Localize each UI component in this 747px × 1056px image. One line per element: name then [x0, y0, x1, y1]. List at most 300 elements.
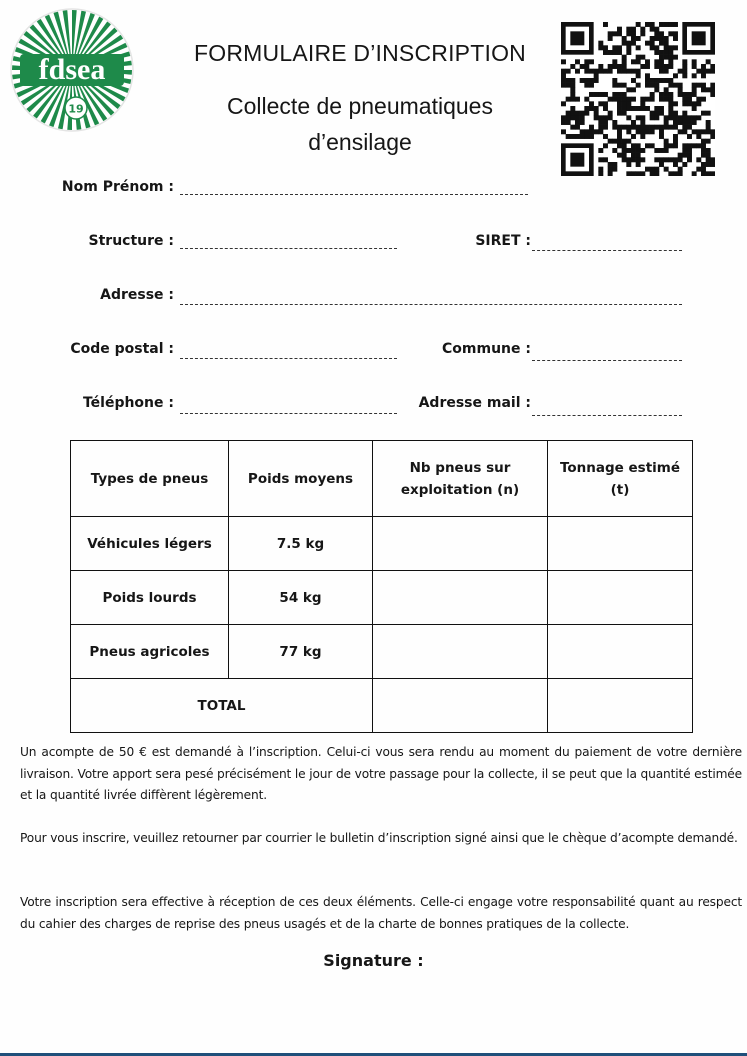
qr-module	[631, 143, 636, 148]
qr-module	[654, 167, 659, 172]
qr-module	[673, 36, 678, 41]
qr-module	[645, 41, 650, 46]
postal-code-field[interactable]	[180, 358, 397, 359]
qr-module	[664, 139, 669, 144]
qr-module	[575, 134, 580, 139]
qr-module	[570, 83, 575, 88]
qr-module	[650, 22, 655, 27]
tonnage-input-cell[interactable]	[548, 517, 693, 571]
qr-module	[636, 73, 641, 78]
structure-label: Structure :	[88, 233, 174, 249]
qr-module	[622, 41, 627, 46]
qr-module	[687, 92, 692, 97]
qr-module	[668, 101, 673, 106]
qr-module	[589, 134, 594, 139]
qr-module	[561, 59, 566, 64]
structure-field[interactable]	[180, 248, 397, 249]
qr-module	[608, 31, 613, 36]
qr-module	[608, 69, 613, 74]
tonnage-input-cell[interactable]	[548, 625, 693, 679]
qr-module	[626, 87, 631, 92]
qr-module	[584, 129, 589, 134]
qr-module	[678, 120, 683, 125]
qr-module	[594, 106, 599, 111]
qr-module	[626, 45, 631, 50]
qr-module	[608, 50, 613, 55]
postal-code-label: Code postal :	[70, 341, 174, 357]
qr-module	[692, 129, 697, 134]
qr-module	[640, 129, 645, 134]
qr-module	[631, 31, 636, 36]
table-row	[71, 517, 693, 571]
qr-module	[640, 64, 645, 69]
qr-module	[659, 125, 664, 130]
signature-label: Signature :	[323, 951, 424, 970]
qr-module	[598, 171, 603, 176]
qr-module	[664, 64, 669, 69]
total-tonnage-cell[interactable]	[548, 679, 693, 733]
qr-module	[580, 134, 585, 139]
qr-module	[650, 41, 655, 46]
qr-module	[603, 115, 608, 120]
qr-module	[701, 171, 706, 176]
qr-module	[654, 106, 659, 111]
qr-module	[687, 97, 692, 102]
qr-module	[668, 92, 673, 97]
qr-module	[673, 31, 678, 36]
qr-module	[701, 97, 706, 102]
qr-module	[622, 139, 627, 144]
qr-module	[687, 120, 692, 125]
email-label: Adresse mail :	[418, 395, 531, 411]
qr-module	[682, 120, 687, 125]
qr-module	[598, 69, 603, 74]
qr-module	[650, 78, 655, 83]
qr-module	[673, 171, 678, 176]
qr-module	[696, 134, 701, 139]
qr-module	[617, 139, 622, 144]
count-input-cell[interactable]	[373, 517, 548, 571]
tire-type-cell: Pneus agricoles	[71, 625, 229, 679]
qr-module	[668, 111, 673, 116]
qr-module	[566, 134, 571, 139]
qr-module	[673, 139, 678, 144]
qr-module	[701, 162, 706, 167]
qr-module	[706, 162, 711, 167]
qr-module	[659, 162, 664, 167]
qr-module	[673, 22, 678, 27]
qr-module	[575, 97, 580, 102]
qr-module	[598, 148, 603, 153]
qr-module	[631, 87, 636, 92]
qr-module	[696, 115, 701, 120]
qr-module	[640, 120, 645, 125]
logo-number: 19	[68, 102, 84, 116]
qr-module	[654, 87, 659, 92]
qr-module	[650, 115, 655, 120]
qr-module	[696, 143, 701, 148]
qr-module	[570, 125, 575, 130]
qr-module	[603, 69, 608, 74]
name-field[interactable]	[180, 194, 528, 195]
qr-module	[622, 97, 627, 102]
qr-module	[612, 120, 617, 125]
qr-module	[706, 69, 711, 74]
qr-module	[631, 125, 636, 130]
qr-module	[706, 111, 711, 116]
qr-module	[584, 106, 589, 111]
qr-module	[654, 31, 659, 36]
qr-module	[701, 148, 706, 153]
qr-module	[640, 97, 645, 102]
qr-module	[608, 167, 613, 172]
qr-module	[584, 97, 589, 102]
qr-module	[706, 59, 711, 64]
qr-module	[673, 157, 678, 162]
qr-module	[622, 148, 627, 153]
qr-module	[696, 157, 701, 162]
qr-module	[580, 64, 585, 69]
qr-module	[584, 111, 589, 116]
qr-module	[608, 171, 613, 176]
qr-module	[612, 167, 617, 172]
qr-module	[617, 153, 622, 158]
qr-module	[678, 129, 683, 134]
qr-module	[617, 69, 622, 74]
total-label: TOTAL	[71, 679, 373, 733]
qr-module	[617, 27, 622, 32]
qr-module	[682, 143, 687, 148]
weight-cell: 54 kg	[229, 571, 373, 625]
qr-module	[645, 97, 650, 102]
qr-module	[696, 83, 701, 88]
qr-module	[598, 129, 603, 134]
qr-module	[622, 125, 627, 130]
qr-module	[682, 148, 687, 153]
qr-module	[617, 134, 622, 139]
qr-module	[701, 143, 706, 148]
qr-module	[626, 31, 631, 36]
qr-module	[682, 111, 687, 116]
qr-module	[687, 157, 692, 162]
qr-module	[710, 64, 715, 69]
qr-module	[696, 101, 701, 106]
qr-module	[631, 171, 636, 176]
qr-module	[696, 167, 701, 172]
qr-module	[687, 143, 692, 148]
qr-module	[706, 139, 711, 144]
qr-module	[626, 139, 631, 144]
qr-module	[575, 59, 580, 64]
qr-module	[612, 78, 617, 83]
qr-module	[626, 69, 631, 74]
qr-module	[650, 36, 655, 41]
qr-module	[575, 115, 580, 120]
qr-module	[682, 92, 687, 97]
qr-module	[687, 153, 692, 158]
qr-module	[659, 134, 664, 139]
qr-module	[687, 148, 692, 153]
qr-module	[701, 73, 706, 78]
qr-module	[654, 171, 659, 176]
qr-module	[673, 111, 678, 116]
qr-module	[696, 69, 701, 74]
qr-module	[650, 111, 655, 116]
qr-module	[659, 106, 664, 111]
qr-module	[654, 64, 659, 69]
qr-module	[682, 64, 687, 69]
qr-module	[570, 97, 575, 102]
qr-module	[645, 129, 650, 134]
qr-module	[706, 153, 711, 158]
qr-module	[673, 115, 678, 120]
email-field[interactable]	[532, 415, 682, 416]
qr-module	[678, 153, 683, 158]
qr-module	[664, 87, 669, 92]
qr-module	[561, 69, 566, 74]
qr-module	[566, 69, 571, 74]
qr-module	[580, 115, 585, 120]
qr-module	[706, 87, 711, 92]
qr-module	[636, 143, 641, 148]
qr-module	[701, 153, 706, 158]
qr-module	[701, 69, 706, 74]
qr-module	[650, 167, 655, 172]
qr-module	[636, 157, 641, 162]
qr-module	[678, 115, 683, 120]
qr-module	[622, 157, 627, 162]
qr-module	[612, 125, 617, 130]
qr-module	[692, 92, 697, 97]
qr-module	[701, 87, 706, 92]
qr-module	[650, 171, 655, 176]
qr-module	[701, 167, 706, 172]
qr-module	[626, 97, 631, 102]
qr-module	[668, 50, 673, 55]
qr-module	[682, 125, 687, 130]
qr-module	[561, 101, 566, 106]
qr-module	[570, 111, 575, 116]
commune-field[interactable]	[532, 360, 682, 361]
qr-module	[622, 143, 627, 148]
name-label: Nom Prénom :	[61, 179, 174, 195]
qr-module	[622, 83, 627, 88]
qr-module	[654, 27, 659, 32]
qr-module	[570, 134, 575, 139]
qr-module	[631, 59, 636, 64]
qr-module	[696, 129, 701, 134]
qr-module	[636, 153, 641, 158]
qr-module	[640, 157, 645, 162]
qr-module	[612, 31, 617, 36]
qr-module	[668, 106, 673, 111]
phone-field[interactable]	[180, 413, 397, 414]
qr-module	[612, 83, 617, 88]
qr-module	[640, 27, 645, 32]
qr-module	[636, 45, 641, 50]
qr-module	[584, 83, 589, 88]
qr-module	[664, 78, 669, 83]
tire-type-cell: Poids lourds	[71, 571, 229, 625]
qr-module	[626, 41, 631, 46]
siret-label: SIRET :	[475, 233, 531, 249]
qr-module	[612, 64, 617, 69]
qr-module	[603, 120, 608, 125]
qr-module	[570, 153, 584, 167]
qr-module	[636, 162, 641, 167]
qr-module	[692, 73, 697, 78]
qr-module	[678, 69, 683, 74]
qr-module	[640, 125, 645, 130]
qr-module	[570, 64, 575, 69]
qr-module	[603, 45, 608, 50]
qr-module	[650, 45, 655, 50]
qr-module	[608, 162, 613, 167]
qr-module	[622, 55, 627, 60]
logo-text: fdsea	[38, 53, 106, 86]
qr-module	[664, 115, 669, 120]
qr-module	[566, 120, 571, 125]
qr-module	[570, 87, 575, 92]
qr-module	[654, 50, 659, 55]
qr-module	[682, 69, 687, 74]
qr-module	[664, 92, 669, 97]
qr-module	[594, 129, 599, 134]
qr-module	[673, 162, 678, 167]
qr-module	[659, 111, 664, 116]
weight-cell: 77 kg	[229, 625, 373, 679]
qr-module	[673, 143, 678, 148]
qr-module	[645, 78, 650, 83]
qr-module	[566, 83, 571, 88]
qr-module	[692, 101, 697, 106]
siret-field[interactable]	[532, 250, 682, 251]
qr-module	[636, 36, 641, 41]
qr-module	[645, 83, 650, 88]
qr-module	[710, 157, 715, 162]
qr-module	[612, 148, 617, 153]
qr-module	[668, 115, 673, 120]
qr-module	[640, 148, 645, 153]
qr-module	[659, 78, 664, 83]
tonnage-input-cell[interactable]	[548, 571, 693, 625]
qr-module	[626, 106, 631, 111]
qr-module	[603, 125, 608, 130]
qr-module	[566, 111, 571, 116]
qr-module	[594, 92, 599, 97]
count-input-cell[interactable]	[373, 571, 548, 625]
qr-module	[659, 31, 664, 36]
qr-module	[710, 171, 715, 176]
qr-module	[692, 120, 697, 125]
qr-module	[706, 148, 711, 153]
qr-module	[668, 83, 673, 88]
total-count-cell[interactable]	[373, 679, 548, 733]
qr-module	[673, 83, 678, 88]
qr-module	[570, 115, 575, 120]
qr-module	[692, 143, 697, 148]
qr-module	[612, 162, 617, 167]
qr-module	[575, 125, 580, 130]
qr-module	[566, 115, 571, 120]
qr-module	[664, 22, 669, 27]
qr-module	[631, 157, 636, 162]
qr-module	[654, 45, 659, 50]
qr-module	[608, 115, 613, 120]
qr-module	[710, 69, 715, 74]
qr-module	[617, 101, 622, 106]
qr-module	[668, 157, 673, 162]
qr-module	[687, 115, 692, 120]
qr-module	[654, 59, 659, 64]
qr-module	[650, 125, 655, 130]
qr-module	[594, 111, 599, 116]
qr-module	[678, 167, 683, 172]
count-input-cell[interactable]	[373, 625, 548, 679]
qr-module	[626, 115, 631, 120]
qr-module	[682, 101, 687, 106]
registration-paragraph: Pour vous inscrire, veuillez retourner par courrier le bulletin d’inscription signé ainsi que le chèque d’acompte demandé.	[20, 831, 738, 845]
qr-module	[654, 148, 659, 153]
qr-module	[650, 143, 655, 148]
fdsea-logo	[10, 8, 134, 132]
tire-type-cell: Véhicules légers	[71, 517, 229, 571]
qr-module	[631, 36, 636, 41]
qr-module	[580, 120, 585, 125]
qr-module	[622, 64, 627, 69]
qr-module	[631, 120, 636, 125]
qr-module	[636, 171, 641, 176]
qr-module	[654, 36, 659, 41]
qr-module	[687, 125, 692, 130]
qr-module	[636, 148, 641, 153]
qr-module	[673, 134, 678, 139]
qr-module	[668, 64, 673, 69]
qr-module	[710, 92, 715, 97]
qr-module	[612, 59, 617, 64]
qr-module	[617, 111, 622, 116]
qr-module	[617, 125, 622, 130]
weight-cell: 7.5 kg	[229, 517, 373, 571]
qr-module	[668, 45, 673, 50]
form-title: FORMULAIRE D’INSCRIPTION	[194, 40, 526, 66]
qr-module	[673, 125, 678, 130]
commune-label: Commune :	[442, 341, 531, 357]
qr-module	[668, 97, 673, 102]
qr-module	[617, 129, 622, 134]
qr-module	[598, 45, 603, 50]
qr-module	[673, 73, 678, 78]
qr-module	[645, 73, 650, 78]
qr-module	[603, 157, 608, 162]
qr-module	[631, 134, 636, 139]
qr-module	[664, 36, 669, 41]
qr-module	[636, 129, 641, 134]
qr-module	[626, 27, 631, 32]
qr-module	[598, 92, 603, 97]
qr-module	[687, 101, 692, 106]
qr-module	[580, 129, 585, 134]
qr-module	[650, 27, 655, 32]
address-field[interactable]	[180, 304, 682, 305]
qr-module	[594, 69, 599, 74]
qr-module	[594, 115, 599, 120]
qr-module	[706, 120, 711, 125]
qr-module	[608, 36, 613, 41]
qr-module	[659, 64, 664, 69]
qr-module	[617, 106, 622, 111]
qr-module	[584, 59, 589, 64]
